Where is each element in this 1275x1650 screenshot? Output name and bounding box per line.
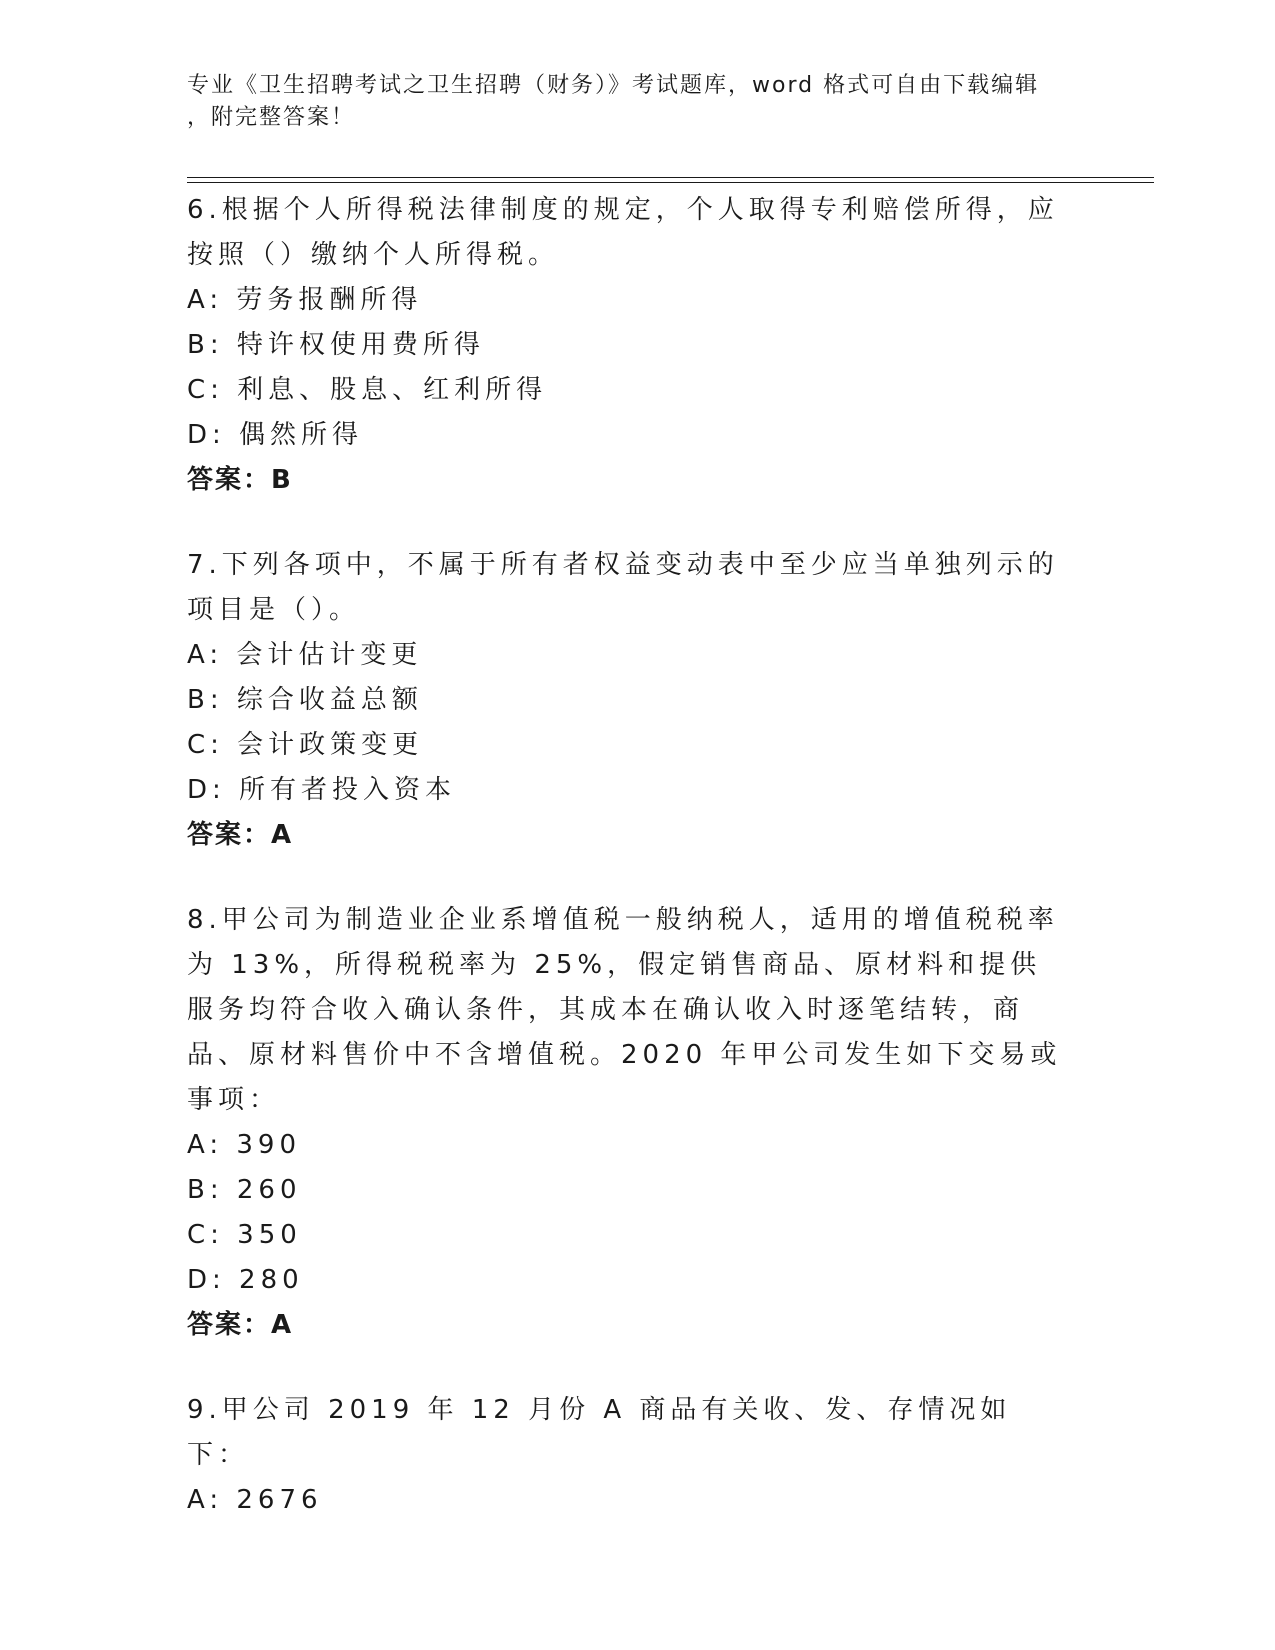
question-6 xyxy=(187,188,1067,503)
option-c: C: 利息、股息、红利所得 xyxy=(187,375,548,405)
option-a: A: 劳务报酬所得 xyxy=(187,285,423,315)
option-b: B: 综合收益总额 xyxy=(187,685,423,715)
question-7 xyxy=(187,543,1067,858)
option-a: A: 2676 xyxy=(187,1485,323,1515)
option-c: C: 350 xyxy=(187,1220,302,1250)
header-divider-bottom xyxy=(187,182,1154,183)
question-8 xyxy=(187,898,1067,1348)
question-stem: 9.甲公司 2019 年 12 月份 A 商品有关收、发、存情况如下： xyxy=(187,1395,1012,1470)
option-d: D: 所有者投入资本 xyxy=(187,775,457,805)
option-c: C: 会计政策变更 xyxy=(187,730,424,760)
header-line-1: 专业《卫生招聘考试之卫生招聘（财务）》考试题库，word 格式可自由下载编辑 xyxy=(187,73,1040,98)
answer-line: 答案：A xyxy=(187,820,294,850)
question-stem: 7.下列各项中，不属于所有者权益变动表中至少应当单独列示的项目是（）。 xyxy=(187,550,1059,625)
answer-line: 答案：A xyxy=(187,1310,294,1340)
answer-line: 答案：B xyxy=(187,465,293,495)
question-list xyxy=(187,188,1067,1563)
question-9 xyxy=(187,1388,1067,1523)
option-b: B: 260 xyxy=(187,1175,302,1205)
question-stem: 8.甲公司为制造业企业系增值税一般纳税人，适用的增值税税率为 13%，所得税税率为 25%，假定销售商品、原材料和提供服务均符合收入确认条件，其成本在确认收入时逐笔结转，商品、原材料售价中不含增值税。2020 年甲公司发生如下交易或事项： xyxy=(187,905,1062,1115)
header-line-2: ，附完整答案！ xyxy=(187,105,356,130)
option-d: D: 偶然所得 xyxy=(187,420,364,450)
option-b: B: 特许权使用费所得 xyxy=(187,330,485,360)
option-d: D: 280 xyxy=(187,1265,304,1295)
option-a: A: 会计估计变更 xyxy=(187,640,423,670)
question-stem: 6.根据个人所得税法律制度的规定，个人取得专利赔偿所得，应按照（）缴纳个人所得税。 xyxy=(187,195,1059,270)
document-header xyxy=(187,70,1067,134)
option-a: A: 390 xyxy=(187,1130,301,1160)
header-divider-top xyxy=(187,177,1154,178)
